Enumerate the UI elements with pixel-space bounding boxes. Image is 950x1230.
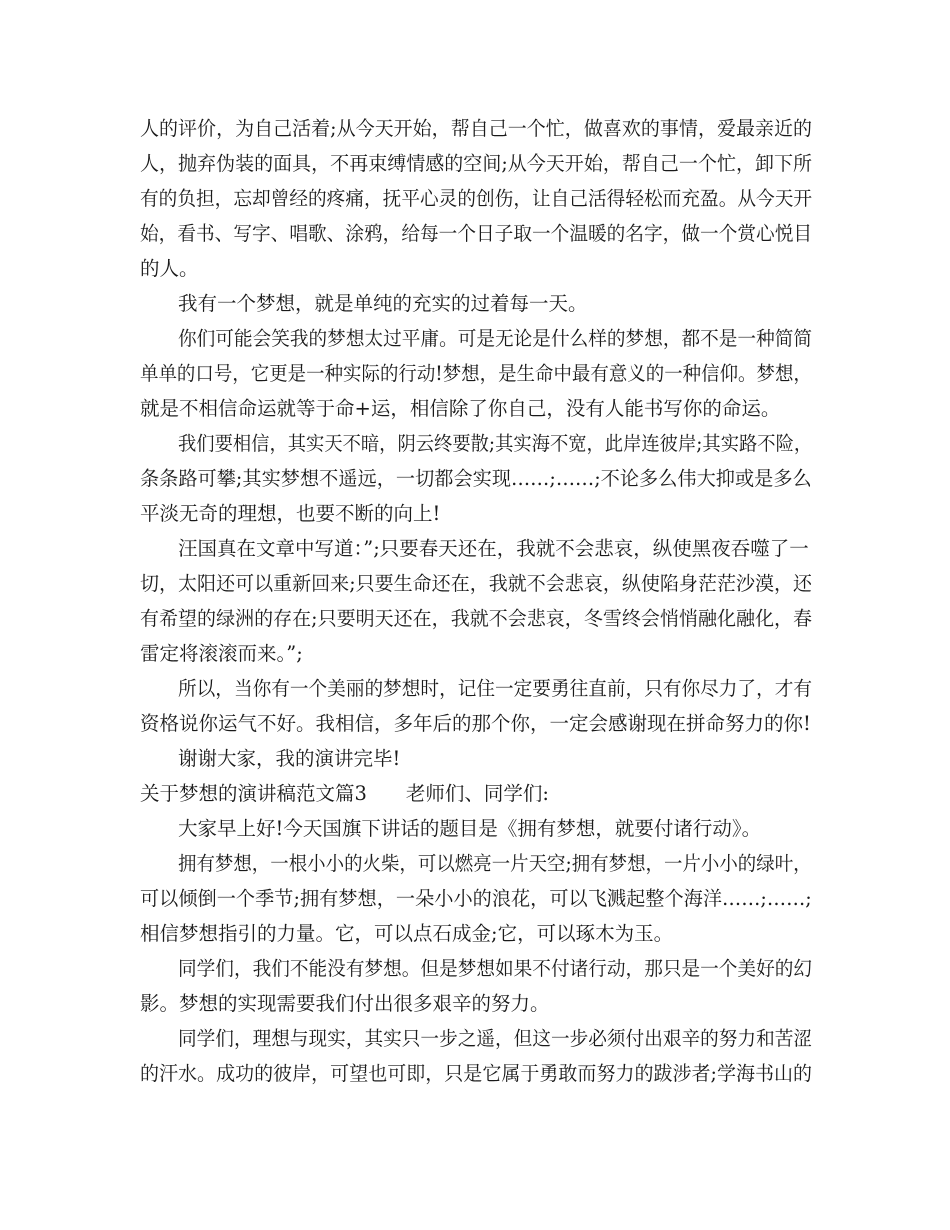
text-line: 所以，当你有一个美丽的梦想时，记住一定要勇往直前，只有你尽力了，才有 [178,677,813,700]
text-line: 切，太阳还可以重新回来;只要生命还在，我就不会悲哀，纵使陷身茫茫沙漠，还 [140,572,813,595]
section-heading: 关于梦想的演讲稿范文篇3 老师们、同学们: [140,782,549,805]
text-line: 拥有梦想，一根小小的火柴，可以燃亮一片天空;拥有梦想，一片小小的绿叶， [178,852,812,875]
text-line: 影。梦想的实现需要我们付出很多艰辛的努力。 [140,992,550,1015]
text-line: 人，抛弃伪装的面具，不再束缚情感的空间;从今天开始，帮自己一个忙，卸下所 [140,152,813,175]
text-line: 雷定将滚滚而来。”; [140,642,303,665]
text-line: 可以倾倒一个季节;拥有梦想，一朵小小的浪花，可以飞溅起整个海洋……;……; [140,887,812,910]
text-line: 大家早上好!今天国旗下讲话的题目是《拥有梦想，就要付诸行动》。 [178,817,762,840]
text-line: 相信梦想指引的力量。它，可以点石成金;它，可以琢木为玉。 [140,922,674,945]
text-line: 条条路可攀;其实梦想不遥远，一切都会实现……;……;不论多么伟大抑或是多么 [140,467,812,490]
text-line: 我有一个梦想，就是单纯的充实的过着每一天。 [178,292,588,315]
text-line: 同学们，我们不能没有梦想。但是梦想如果不付诸行动，那只是一个美好的幻 [178,957,813,980]
text-line: 人的评价，为自己活着;从今天开始，帮自己一个忙，做喜欢的事情，爱最亲近的 [140,117,813,140]
text-line: 有的负担，忘却曾经的疼痛，抚平心灵的创伤，让自己活得轻松而充盈。从今天开 [140,187,813,210]
text-line: 单单的口号，它更是一种实际的行动!梦想，是生命中最有意义的一种信仰。梦想， [140,362,812,385]
text-line: 就是不相信命运就等于命+运，相信除了你自己，没有人能书写你的命运。 [140,397,781,420]
text-line: 始，看书、写字、唱歌、涂鸦，给每一个日子取一个温暖的名字，做一个赏心悦目 [140,222,813,245]
text-line: 我们要相信，其实天不暗，阴云终要散;其实海不宽，此岸连彼岸;其实路不险， [178,432,813,455]
text-line: 汪国真在文章中写道：”;只要春天还在，我就不会悲哀，纵使黑夜吞噬了一 [178,537,809,560]
text-line: 的汗水。成功的彼岸，可望也可即，只是它属于勇敢而努力的跋涉者;学海书山的 [140,1062,813,1085]
text-line: 资格说你运气不好。我相信，多年后的那个你，一定会感谢现在拼命努力的你! [140,712,811,735]
text-line: 你们可能会笑我的梦想太过平庸。可是无论是什么样的梦想，都不是一种简简 [178,327,813,350]
text-line: 平淡无奇的理想，也要不断的向上! [140,502,441,525]
text-line: 谢谢大家，我的演讲完毕! [178,747,401,770]
text-line: 有希望的绿洲的存在;只要明天还在，我就不会悲哀，冬雪终会悄悄融化融化，春 [140,607,813,630]
text-line: 同学们，理想与现实，其实只一步之遥，但这一步必须付出艰辛的努力和苦涩 [178,1027,813,1050]
text-line: 的人。 [140,257,199,280]
